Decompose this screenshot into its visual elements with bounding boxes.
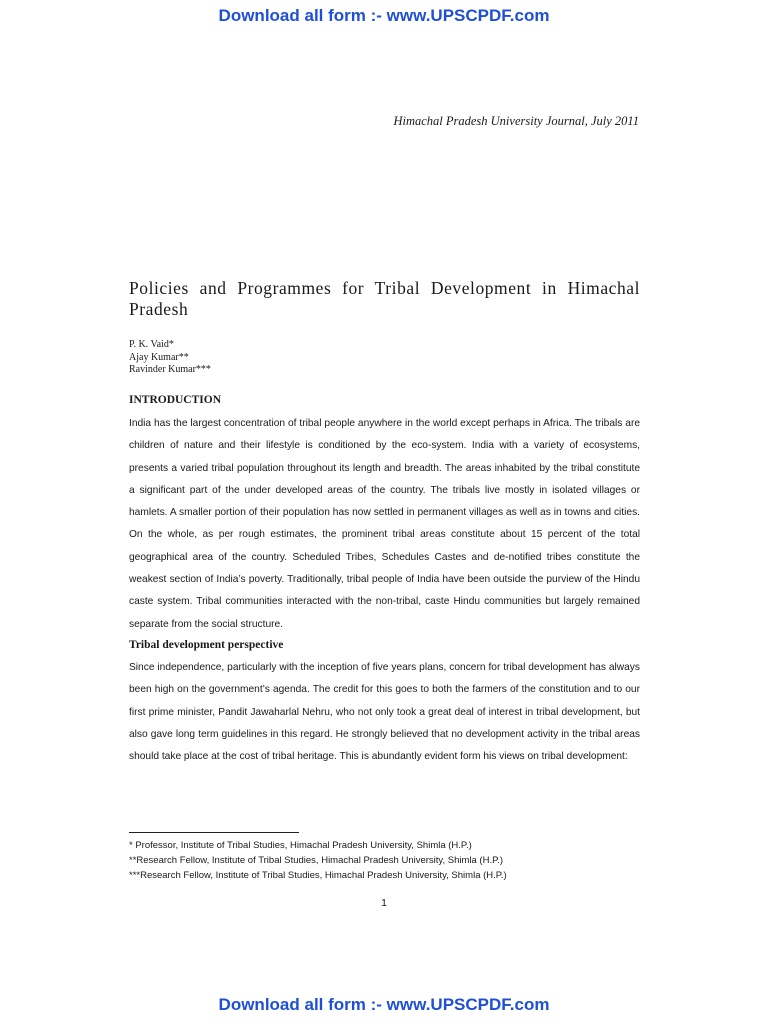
section-heading-tribal-development: Tribal development perspective [129,639,284,651]
footnote-divider [129,832,299,833]
section-heading-introduction: INTRODUCTION [129,394,222,406]
tribal-development-paragraph: Since independence, particularly with the inception of five years plans, concern for tribal development has always been high on the government’s agenda. The credit for this goes to both the farmers of the constitution and to our first prime minister, Pandit Jawaharlal Nehru, who not only took a great deal of interest in tribal development, but also gave long term guidelines in this regard. He strongly believed that no development activity in the tribal areas should take place at the cost of tribal heritage. This is abundantly evident form his views on tribal development: [129,662,640,763]
footnote: * Professor, Institute of Tribal Studies, Himachal Pradesh University, Shimla (H.P.) [129,840,472,851]
author-name: Ravinder Kumar*** [129,364,211,375]
footnote: ***Research Fellow, Institute of Tribal Studies, Himachal Pradesh University, Shimla (H.P.) [129,870,507,881]
download-banner-bottom[interactable]: Download all form :- www.UPSCPDF.com [218,995,550,1014]
footnotes [129,838,507,883]
journal-reference: Himachal Pradesh University Journal, July 2011 [393,114,639,128]
introduction-paragraph: India has the largest concentration of tribal people anywhere in the world except perhaps in Africa. The tribals are children of nature and their lifestyle is conditioned by the eco-system. India with a variety of ecosystems, presents a varied tribal population throughout its length and breadth. The areas inhabited by the tribal constitute a significant part of the under developed areas of the country. The tribals live mostly in isolated villages or hamlets. A smaller portion of their population has now settled in permanent villages as well as in towns and cities. On the whole, as per rough estimates, the prominent tribal areas constitute about 15 percent of the total geographical area of the country. Scheduled Tribes, Schedules Castes and de-notified tribes constitute the weakest section of India’s poverty. Traditionally, tribal people of India have been outside the purview of the Hindu caste system. Tribal communities interacted with the non-tribal, caste Hindu communities but largely remained separate from the social structure. [129,418,640,630]
author-name: Ajay Kumar** [129,351,189,363]
author-name: P. K. Vaid* [129,339,174,350]
author-list [129,339,211,377]
download-banner-top[interactable]: Download all form :- www.UPSCPDF.com [218,6,550,25]
page-number: 1 [381,897,387,909]
footnote: **Research Fellow, Institute of Tribal Studies, Himachal Pradesh University, Shimla (H.P.) [129,855,503,866]
article-title: Policies and Programmes for Tribal Development in Himachal Pradesh [129,278,640,319]
